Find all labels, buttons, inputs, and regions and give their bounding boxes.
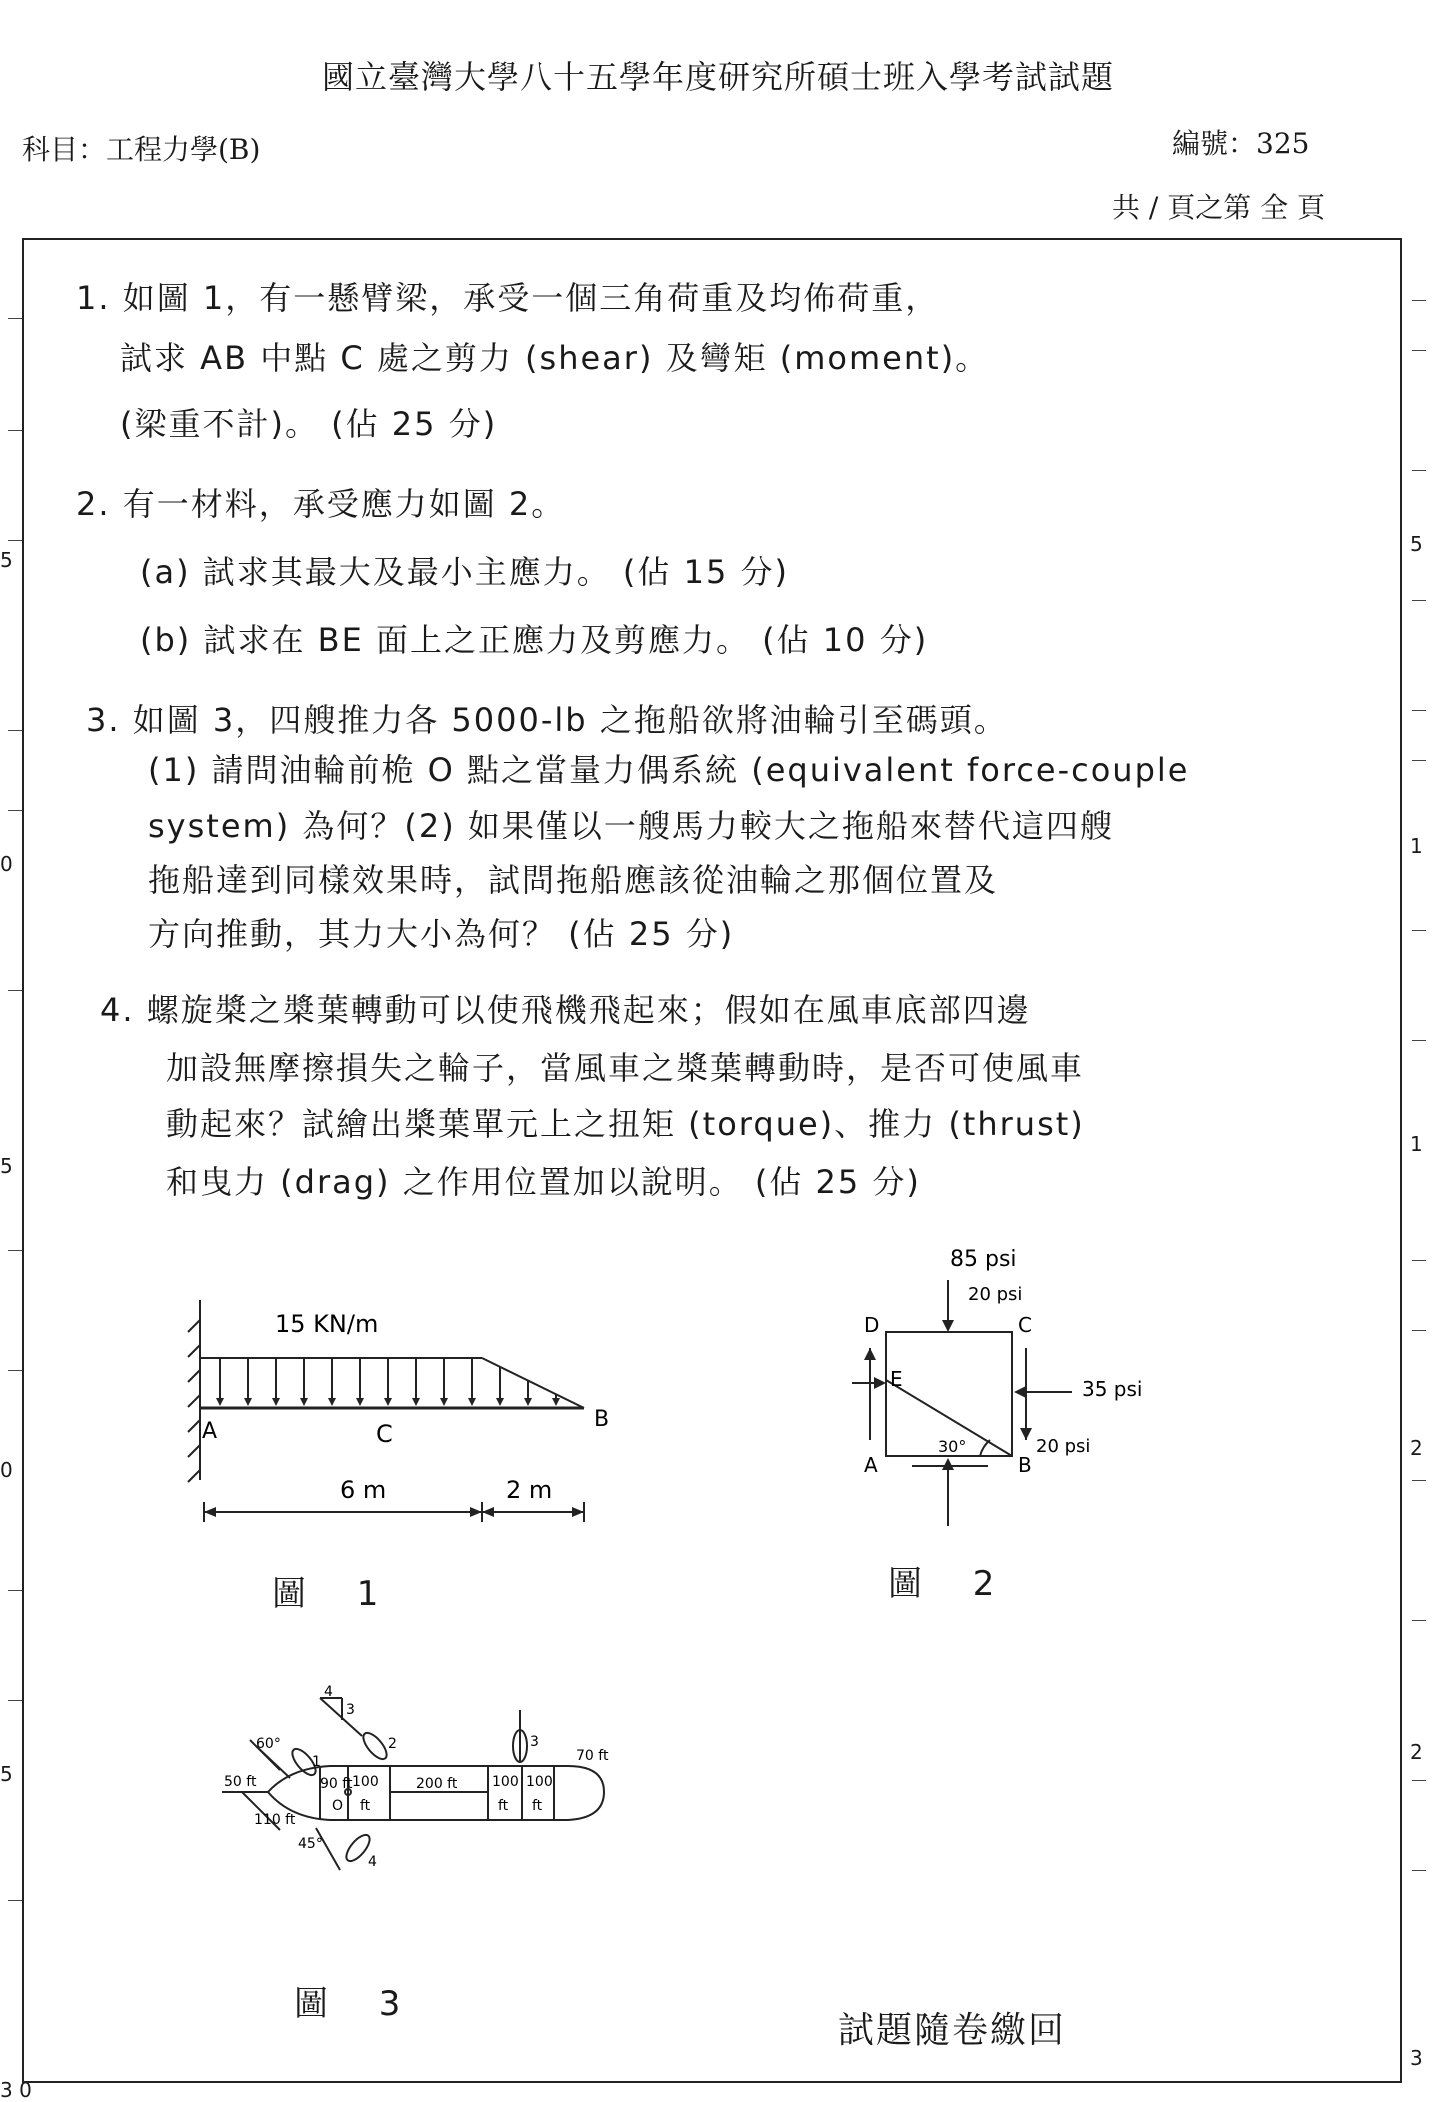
dim-200ft-label: 200 ft <box>416 1776 458 1792</box>
question-3-line-1: 3. 如圖 3，四艘推力各 5000-lb 之拖船欲將油輪引至碼頭。 <box>86 701 1008 739</box>
question-4-line-1: 4. 螺旋槳之槳葉轉動可以使飛機飛起來；假如在風車底部四邊 <box>100 991 1031 1029</box>
dim-100b-label: 100 <box>492 1774 519 1790</box>
page-count: 共 / 頁之第 全 頁 <box>1112 191 1326 224</box>
corner-d-label: D <box>864 1313 880 1337</box>
tug-4-label: 4 <box>368 1854 377 1870</box>
exam-title: 國立臺灣大學八十五學年度研究所碩士班入學考試試題 <box>321 58 1114 96</box>
dim-ft-label: ft <box>360 1798 371 1814</box>
question-4-line-2: 加設無摩擦損失之輪子，當風車之槳葉轉動時，是否可使風車 <box>166 1049 1085 1087</box>
dim-100c-label: 100 <box>526 1774 553 1790</box>
margin-number: 2 <box>1410 1740 1423 1764</box>
question-list <box>76 0 1376 1200</box>
corner-c-label: C <box>1018 1313 1032 1337</box>
span-6m-label: 6 m <box>340 1476 387 1504</box>
question-1-line-1: 1. 如圖 1，有一懸臂梁，承受一個三角荷重及均佈荷重， <box>76 279 940 317</box>
figure-1-caption: 圖 1 <box>272 1574 399 1614</box>
exam-code: 編號：325 <box>1172 127 1310 160</box>
load-intensity-label: 15 KN/m <box>275 1310 379 1338</box>
question-4-line-3: 動起來？試繪出槳葉單元上之扭矩 (torque)、推力 (thrust) <box>166 1105 1085 1143</box>
margin-number: 0 <box>0 852 13 876</box>
span-2m-label: 2 m <box>506 1476 553 1504</box>
margin-number: 3 0 <box>0 2078 32 2102</box>
return-paper-note: 試題隨卷繳回 <box>838 2010 1067 2051</box>
shear-stress-right-label: 20 psi <box>1036 1436 1091 1457</box>
margin-number: 0 <box>0 1458 13 1482</box>
point-a-label: A <box>202 1419 218 1444</box>
point-e-label: E <box>890 1367 903 1391</box>
corner-a-label: A <box>864 1453 878 1477</box>
question-2-line-3: (b) 試求在 BE 面上之正應力及剪應力。 (佔 10 分) <box>140 621 929 659</box>
figure-3-caption: 圖 3 <box>294 1984 421 2024</box>
point-c-label: C <box>376 1420 393 1448</box>
margin-number: 5 <box>0 1154 13 1178</box>
angle-45-label: 45° <box>298 1836 323 1852</box>
tug-1-label: 1 <box>312 1754 321 1770</box>
question-3-line-2: (1) 請問油輪前桅 O 點之當量力偶系統 (equivalent force-couple <box>148 751 1190 789</box>
margin-number: 5 <box>0 548 13 572</box>
margin-number: 2 <box>1410 1436 1423 1460</box>
dim-50ft-label: 50 ft <box>224 1774 257 1790</box>
margin-number: 1 <box>1410 1132 1423 1156</box>
normal-stress-top-label: 85 psi <box>950 1247 1017 1272</box>
subject-label: 科目：工程力學(B) <box>22 133 261 166</box>
normal-stress-right-label: 35 psi <box>1082 1377 1143 1401</box>
figure-1-cantilever-beam <box>160 1290 640 1540</box>
dim-100a-label: 100 <box>352 1774 379 1790</box>
margin-number: 3 <box>1410 2046 1423 2070</box>
figure-2-stress-element <box>812 1240 1172 1550</box>
corner-b-label: B <box>1018 1453 1032 1477</box>
dim-ft3-label: ft <box>532 1798 543 1814</box>
tug-3-label: 3 <box>530 1734 539 1750</box>
question-1-line-3: (梁重不計)。 (佔 25 分) <box>120 405 498 443</box>
margin-number: 5 <box>0 1762 13 1786</box>
angle-30-label: 30° <box>938 1437 967 1456</box>
margin-number: 5 <box>1410 532 1423 556</box>
figure-2-caption: 圖 2 <box>888 1564 1015 1604</box>
question-1-line-2: 試求 AB 中點 C 處之剪力 (shear) 及彎矩 (moment)。 <box>120 339 990 377</box>
question-4-line-4: 和曳力 (drag) 之作用位置加以說明。 (佔 25 分) <box>166 1163 921 1201</box>
dim-110ft-label: 110 ft <box>254 1812 296 1828</box>
dim-ft2-label: ft <box>498 1798 509 1814</box>
question-3-line-4: 拖船達到同樣效果時，試問拖船應該從油輪之那個位置及 <box>148 861 999 899</box>
margin-number: 1 <box>1410 834 1423 858</box>
shear-stress-top-label: 20 psi <box>968 1284 1023 1305</box>
dim-90ft-label: 90 ft <box>320 1776 353 1792</box>
angle-60-label: 60° <box>256 1736 281 1752</box>
figure-3-tanker-tugboats <box>220 1680 640 1890</box>
question-3-line-3: system) 為何？(2) 如果僅以一艘馬力較大之拖船來替代這四艘 <box>148 807 1114 845</box>
tug-2-label: 2 <box>388 1736 397 1752</box>
slope-4-label: 4 <box>324 1684 333 1700</box>
dim-70ft-label: 70 ft <box>576 1748 609 1764</box>
question-2-line-1: 2. 有一材料，承受應力如圖 2。 <box>76 485 566 523</box>
question-2-line-2: (a) 試求其最大及最小主應力。 (佔 15 分) <box>140 553 789 591</box>
question-3-line-5: 方向推動，其力大小為何？ (佔 25 分) <box>148 915 735 953</box>
point-b-label: B <box>594 1407 610 1432</box>
slope-3-label: 3 <box>346 1702 355 1718</box>
point-o-label: O <box>332 1798 344 1814</box>
